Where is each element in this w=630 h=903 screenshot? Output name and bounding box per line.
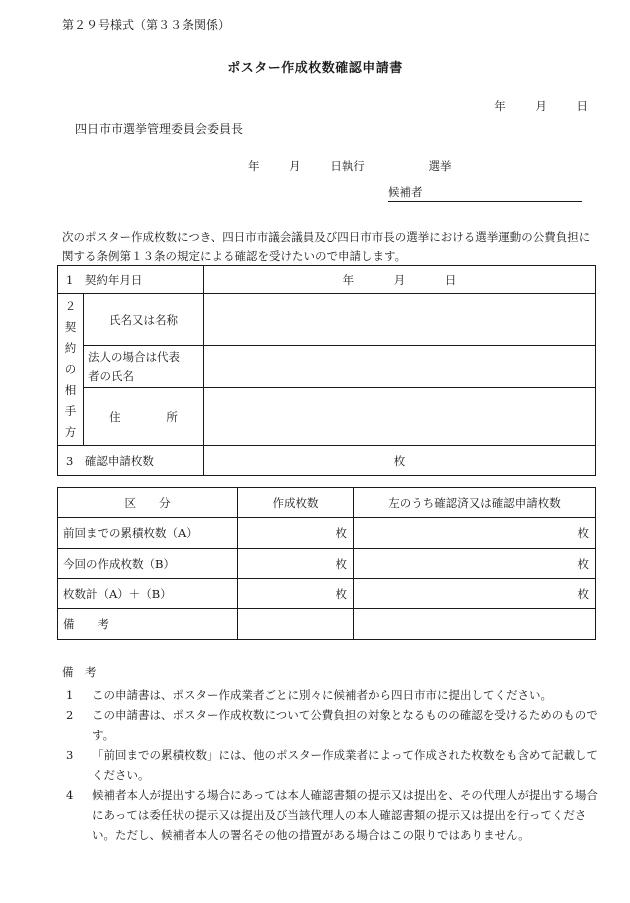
date-year: 年 [494,99,506,113]
note-item [62,685,602,705]
candidate-label: 候補者 [388,185,423,199]
created-count-cell[interactable] [238,579,354,609]
address-label [84,388,204,446]
unit: 枚 [577,586,589,601]
note-number: 3 [66,748,74,762]
vertical-char: 方 [64,425,77,439]
contract-year: 年 [342,272,355,287]
application-statement: 次のポスター作成枚数につき、四日市市議会議員及び四日市市長の選挙における選挙運動の公費負担に関する条例第１３条の規定による確認を受けたいので申請します。 [62,230,591,263]
unit: 枚 [577,556,589,571]
election-line [248,158,451,174]
election-month: 月 [289,159,301,173]
candidate-field[interactable] [388,184,582,202]
table-row [58,518,596,549]
count-table [57,487,596,640]
address-label-2: 所 [166,409,178,424]
header-confirmed-count: 左のうち確認済又は確認申請枚数 [354,488,596,518]
vertical-char: 約 [64,341,77,355]
created-count-cell[interactable] [238,549,354,579]
unit: 枚 [577,526,589,540]
address-field[interactable] [204,388,596,446]
vertical-char: 契 [64,320,77,334]
election-year: 年 [248,159,260,173]
confirmed-count-cell[interactable] [354,579,596,609]
vertical-char: ２ [64,299,77,313]
notes-section [62,662,602,845]
table-row [58,549,596,579]
vertical-char: の [64,362,77,376]
note-number: 2 [66,708,74,722]
row-label: 前回までの累積枚数（A） [58,518,238,549]
note-number: 4 [66,788,74,802]
note-text: 「前回までの累積枚数」には、他のポスター作成業者によって作成された枚数をも含めて記載してください。 [92,748,598,782]
note-item [62,745,602,785]
requested-count-field[interactable] [204,446,596,476]
confirmed-count-cell[interactable] [354,549,596,579]
table-row [58,609,596,640]
requested-count-unit: 枚 [393,453,406,468]
table-row [58,579,596,609]
contract-party-label [58,294,84,446]
unit: 枚 [335,586,347,601]
note-item [62,705,602,745]
created-count-cell[interactable] [238,518,354,549]
name-label: 氏名又は名称 [84,294,204,346]
note-text: この申請書は、ポスター作成枚数について公費負担の対象となるものの確認を受けるためのものです。 [92,708,598,742]
form-number: 第２９号様式（第３３条関係） [62,18,231,32]
date-day: 日 [576,99,588,113]
note-item [62,785,602,845]
note-text: この申請書は、ポスター作成業者ごとに別々に候補者から四日市市に提出してください。 [92,688,552,702]
recipient: 四日市市選挙管理委員会委員長 [75,122,244,136]
contract-date-field[interactable] [204,266,596,294]
requested-count-label: 3 確認申請枚数 [58,446,204,476]
header-created-count: 作成枚数 [238,488,354,518]
date-month: 月 [535,99,547,113]
confirmed-count-cell[interactable] [354,518,596,549]
vertical-char: 相 [64,383,77,397]
notes-heading: 備 考 [62,665,97,679]
unit: 枚 [335,526,347,540]
contract-day: 日 [444,272,457,287]
representative-label [84,346,204,388]
note-text: 候補者本人が提出する場合にあっては本人確認書類の提示又は提出を、その代理人が提出する場合にあっては委任状の提示又は提出及び当該代理人の本人確認書類の提示又は提出を行ってください。ただし、候補者本人の署名その他の措置がある場合はこの限りではありません。 [92,788,598,842]
contract-table [57,265,596,476]
page-title: ポスター作成枚数確認申請書 [227,61,403,76]
address-label-1: 住 [109,409,121,424]
remarks-cell[interactable] [354,609,596,640]
remarks-cell[interactable] [238,609,354,640]
application-date [480,98,588,114]
header-category: 区 分 [58,488,238,518]
name-field[interactable] [204,294,596,346]
row-label: 今回の作成枚数（B） [58,549,238,579]
contract-month: 月 [393,272,406,287]
row-label: 枚数計（A）＋（B） [58,579,238,609]
note-number: 1 [66,688,74,702]
representative-label-line2: 者の氏名 [88,368,134,383]
unit: 枚 [335,556,347,571]
election-type: 選挙 [428,159,452,173]
election-day-exec: 日執行 [330,159,365,173]
representative-field[interactable] [204,346,596,388]
vertical-char: 手 [64,404,77,418]
remarks-label: 備 考 [58,609,238,640]
contract-date-label: 1 契約年月日 [58,266,204,294]
representative-label-line1: 法人の場合は代表 [88,349,180,364]
